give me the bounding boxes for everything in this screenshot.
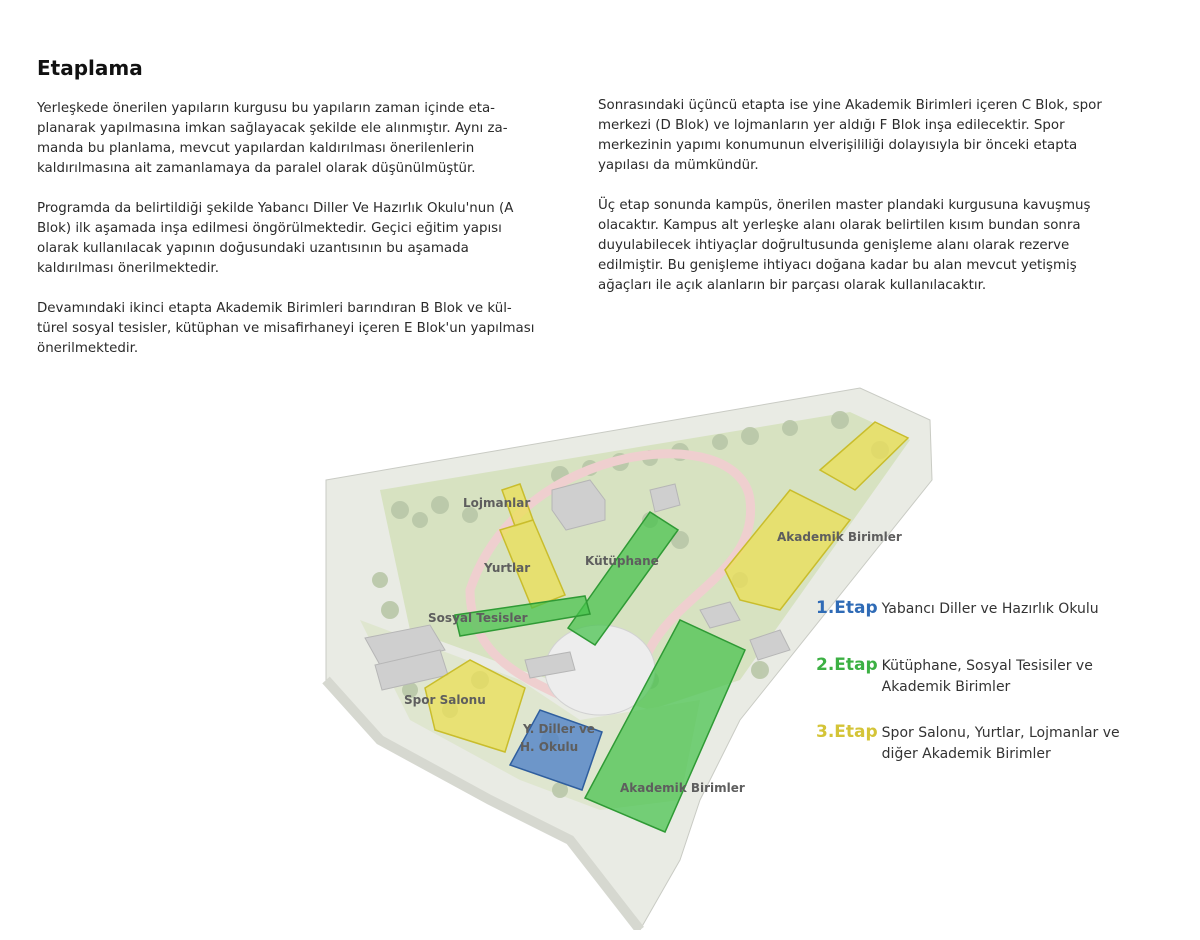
label-spor-salonu: Spor Salonu	[404, 693, 486, 707]
label-lojmanlar: Lojmanlar	[463, 496, 531, 510]
legend-phase-3-line-1: Spor Salonu, Yurtlar, Lojmanlar ve	[881, 725, 1120, 741]
legend-phase-2-line-1: Kütüphane, Sosyal Tesisiler ve	[881, 658, 1093, 674]
label-akademik-top: Akademik Birimler	[777, 530, 902, 544]
label-ydiller-2: H. Okulu	[520, 740, 579, 754]
paragraph: Üç etap sonunda kampüs, önerilen master plandaki kurgusuna kavuşmuş olacaktır. Kampus alt yerleşke alanı olarak belirtilen kısım bundan sonra duyulabilecek ihtiyaçlar doğrultusunda genişleme alanı olarak rezerve edilmiştir. Bu genişleme ihtiyacı doğana kadar bu alan mevcut yetişmiş ağaçları ile açık alanların bir parçası olarak kullanılacaktır.	[598, 198, 1091, 293]
legend-phase-1	[816, 598, 1186, 620]
legend-phase-1-desc: Yabancı Diller ve Hazırlık Okulu	[881, 601, 1099, 617]
legend-phase-2-line-2: Akademik Birimler	[881, 679, 1011, 695]
legend-phase-3-line-2: diğer Akademik Birimler	[881, 746, 1051, 762]
paragraph: Programda da belirtildiği şekilde Yabancı Diller Ve Hazırlık Okulu'nun (A Blok) ilk aşamada inşa edilmesi öngörülmektedir. Geçici eğitim yapısı olarak kullanılacak yapının doğusundaki uzantısının bu aşamada kaldırılması önerilmektedir.	[37, 201, 514, 276]
paragraph: Devamındaki ikinci etapta Akademik Birimleri barındıran B Blok ve kül-türel sosyal tesisler, kütüphan ve misafirhaneyi içeren E Blok'un yapılması önerilmektedir.	[37, 301, 535, 356]
legend-phase-2	[816, 655, 1186, 698]
label-yurtlar: Yurtlar	[484, 561, 531, 575]
left-text-column	[37, 99, 542, 379]
legend-phase-2-desc	[882, 656, 1093, 698]
label-ydiller-1: Y. Diller ve	[523, 722, 595, 736]
label-kutuphane: Kütüphane	[585, 554, 659, 568]
legend-phase-2-title: 2.Etap	[816, 655, 878, 675]
legend-phase-1-title: 1.Etap	[816, 598, 878, 618]
paragraph: Yerleşkede önerilen yapıların kurgusu bu yapıların zaman içinde eta-planarak yapılmasına imkan sağlayacak şekilde ele alınmıştır. Aynı za-manda bu planlama, mevcut yapılardan kaldırılması önerilenlerin kaldırılmasına ait zamanlamaya da paralel olarak düşünülmüştür.	[37, 101, 508, 176]
legend-phase-3-title: 3.Etap	[816, 722, 878, 742]
page-title: Etaplama	[37, 56, 143, 80]
paragraph: Sonrasındaki üçüncü etapta ise yine Akademik Birimleri içeren C Blok, spor merkezi (D Blok) ve lojmanların yer aldığı F Blok inşa edilecektir. Spor merkezinin yapımı konumunun elverişililiği dolayısıyla bir önceki etapta yapılası da mümkündür.	[598, 98, 1102, 173]
legend-phase-3	[816, 722, 1186, 765]
legend-phase-3-desc	[882, 723, 1120, 765]
label-akademik-bottom: Akademik Birimler	[620, 781, 745, 795]
label-sosyal-tesisler: Sosyal Tesisler	[428, 611, 528, 625]
right-text-column	[598, 96, 1108, 316]
